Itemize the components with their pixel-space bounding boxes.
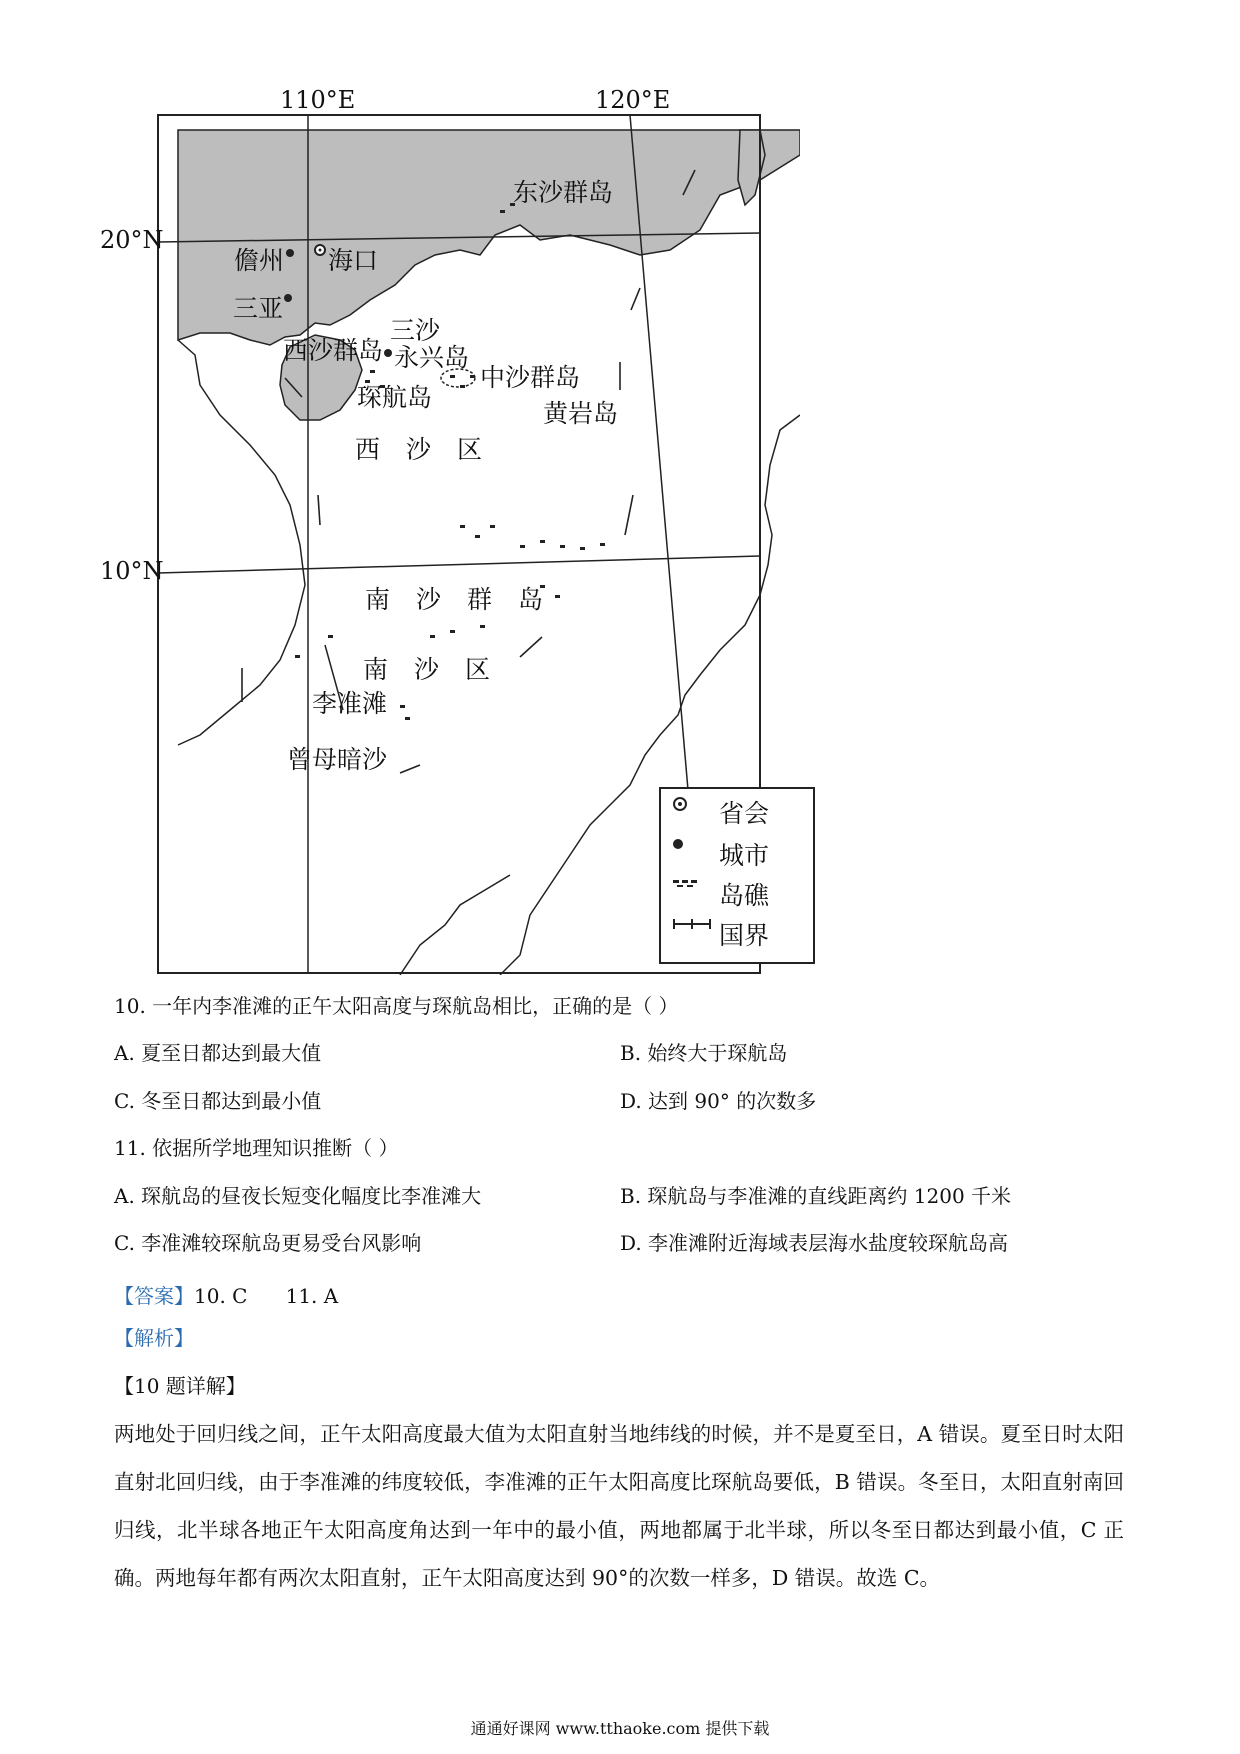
haikou-marker-dot — [319, 249, 322, 252]
q11-stem: 11. 依据所学地理知识推断（ ） — [114, 1136, 399, 1160]
label-xisha-district: 西沙区 — [355, 435, 509, 464]
q10-option-c: C. 冬至日都达到最小值 — [114, 1089, 322, 1113]
detail-heading: 【10 题详解】 — [114, 1374, 246, 1398]
label-sansha: 三沙 — [390, 316, 441, 345]
q10-option-a: A. 夏至日都达到最大值 — [114, 1041, 322, 1065]
legend-label-reef: 岛礁 — [719, 881, 770, 910]
sansha-marker — [384, 349, 392, 357]
analysis-tag: 【解析】 — [114, 1326, 194, 1350]
label-xisha-islands: 西沙群岛 — [283, 336, 384, 365]
lon-label-120: 120°E — [595, 86, 671, 114]
label-nansha-islands: 南沙群岛 — [365, 585, 570, 614]
lat-label-10: 10°N — [100, 557, 164, 585]
page-footer: 通通好课网 www.tthaoke.com 提供下载 — [470, 1719, 770, 1738]
label-nansha-district: 南沙区 — [363, 655, 517, 684]
legend-label-city: 城市 — [719, 841, 770, 870]
label-haikou: 海口 — [328, 246, 379, 275]
legend-row-city — [671, 837, 811, 871]
q10-option-d: D. 达到 90° 的次数多 — [620, 1089, 817, 1113]
q11-option-d: D. 李准滩附近海域表层海水盐度较琛航岛高 — [620, 1231, 1009, 1255]
coast-borneo — [400, 875, 510, 975]
legend-label-border: 国界 — [719, 921, 770, 950]
detail-paragraph: 两地处于回归线之间，正午太阳高度最大值为太阳直射当地纬线的时候，并不是夏至日，A 错误。夏至日时太阳直射北回归线，由于李准滩的纬度较低，李准滩的正午太阳高度比琛航岛要低，B 错误。冬至日，太阳直射南回归线，北半球各地正午太阳高度角达到一年中的最小值，两地都属于北半球，所以冬至日都达到最小值，C 正确。两地每年都有两次太阳直射，正午太阳高度达到 90°的次数一样多，D 错误。故选 C。 — [114, 1422, 1124, 1590]
legend-row-border — [671, 917, 811, 951]
legend-label-capital: 省会 — [719, 799, 770, 828]
label-huangyan-island: 黄岩岛 — [543, 399, 619, 428]
q11-option-c: C. 李准滩较琛航岛更易受台风影响 — [114, 1231, 422, 1255]
danzhou-marker — [286, 249, 294, 257]
label-tanhang-island: 琛航岛 — [357, 383, 433, 412]
map-legend — [659, 787, 815, 964]
label-danzhou: 儋州 — [234, 246, 285, 275]
lon-label-110: 110°E — [280, 86, 356, 114]
answer-text: 10. C 11. A — [194, 1284, 339, 1308]
label-zhongsha-islands: 中沙群岛 — [480, 363, 581, 392]
q10-option-b: B. 始终大于琛航岛 — [620, 1041, 788, 1065]
legend-row-reef — [671, 877, 811, 911]
answer-line — [114, 1280, 338, 1309]
label-lizhun-bank: 李准滩 — [312, 689, 388, 718]
q10-stem: 10. 一年内李准滩的正午太阳高度与琛航岛相比，正确的是（ ） — [114, 994, 679, 1018]
q11-option-a: A. 琛航岛的昼夜长短变化幅度比李准滩大 — [114, 1184, 482, 1208]
q11-option-b: B. 琛航岛与李准滩的直线距离约 1200 千米 — [620, 1184, 1012, 1208]
answer-tag: 【答案】 — [114, 1284, 194, 1308]
label-zengmu-reef: 曾母暗沙 — [287, 745, 388, 774]
legend-row-capital — [671, 795, 811, 829]
label-sanya: 三亚 — [233, 294, 284, 323]
lat-label-20: 20°N — [100, 226, 164, 254]
label-yongxing-island: 永兴岛 — [394, 343, 470, 372]
sanya-marker — [284, 294, 292, 302]
label-dongsha-islands: 东沙群岛 — [513, 178, 614, 207]
south-china-sea-map — [100, 85, 800, 975]
